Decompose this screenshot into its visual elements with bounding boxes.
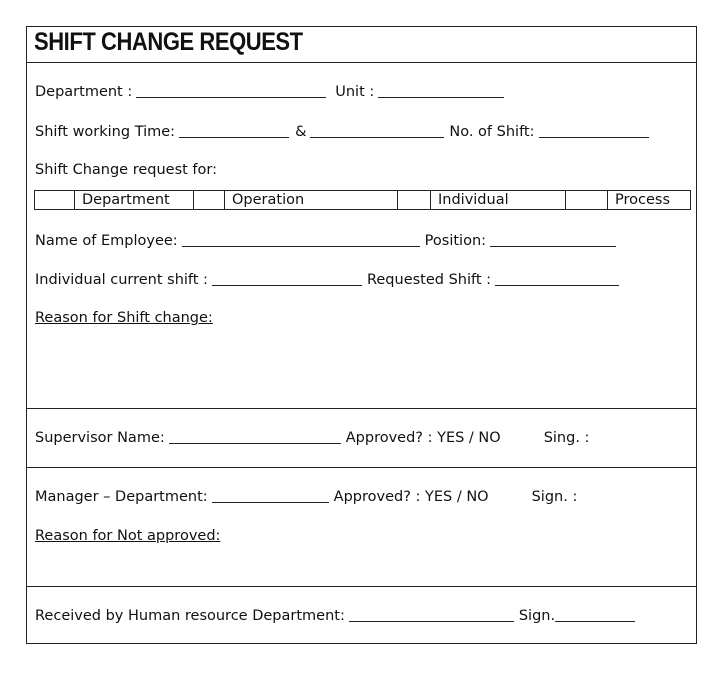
current-shift-field[interactable] xyxy=(212,271,362,286)
divider xyxy=(27,62,696,63)
shift-time-to-field[interactable] xyxy=(310,123,444,138)
received-label: Received by Human resource Department: xyxy=(35,608,345,624)
supervisor-sign-label: Sing. : xyxy=(543,430,590,446)
option-individual: Individual xyxy=(431,191,566,209)
manager-approved-label: Approved? : YES / NO xyxy=(333,489,489,505)
supervisor-row xyxy=(35,429,589,446)
supervisor-name-field[interactable] xyxy=(169,429,341,444)
department-checkbox[interactable] xyxy=(35,191,75,209)
ampersand-label: & xyxy=(295,124,307,140)
shift-row xyxy=(35,271,624,288)
shift-time-from-field[interactable] xyxy=(179,123,289,138)
operation-checkbox[interactable] xyxy=(194,191,225,209)
divider xyxy=(27,408,696,409)
received-sign-field[interactable] xyxy=(555,607,635,622)
requested-shift-field[interactable] xyxy=(495,271,619,286)
shift-change-form xyxy=(26,26,697,644)
department-row xyxy=(35,83,509,100)
received-field[interactable] xyxy=(349,607,514,622)
employee-name-field[interactable] xyxy=(182,232,420,247)
manager-field[interactable] xyxy=(212,488,329,503)
no-of-shift-label: No. of Shift: xyxy=(449,124,535,140)
option-operation: Operation xyxy=(225,191,398,209)
manager-row xyxy=(35,488,577,505)
reason-label: Reason for Shift change: xyxy=(35,310,213,326)
divider xyxy=(27,467,696,468)
department-field[interactable] xyxy=(136,83,326,98)
supervisor-approved-label: Approved? : YES / NO xyxy=(345,430,501,446)
supervisor-name-label: Supervisor Name: xyxy=(35,430,165,446)
not-approved-reason-label: Reason for Not approved: xyxy=(35,528,221,544)
individual-checkbox[interactable] xyxy=(398,191,431,209)
reason-row xyxy=(35,310,213,326)
employee-row xyxy=(35,232,621,249)
requested-shift-label: Requested Shift : xyxy=(366,272,492,288)
shift-time-row xyxy=(35,123,654,140)
not-approved-row xyxy=(35,528,220,544)
form-title: SHIFT CHANGE REQUEST xyxy=(34,28,303,56)
change-request-for-label: Shift Change request for: xyxy=(35,162,217,178)
shift-time-label: Shift working Time: xyxy=(35,124,176,140)
option-department: Department xyxy=(75,191,194,209)
no-of-shift-field[interactable] xyxy=(539,123,649,138)
received-sign-label: Sign. xyxy=(518,608,556,624)
department-label: Department : xyxy=(35,84,133,100)
manager-sign-label: Sign. : xyxy=(531,489,578,505)
divider xyxy=(27,586,696,587)
position-label: Position: xyxy=(424,233,487,249)
unit-label: Unit : xyxy=(335,84,375,100)
current-shift-label: Individual current shift : xyxy=(35,272,208,288)
employee-name-label: Name of Employee: xyxy=(35,233,178,249)
process-checkbox[interactable] xyxy=(566,191,608,209)
position-field[interactable] xyxy=(490,232,616,247)
option-process: Process xyxy=(615,192,671,208)
request-options-table xyxy=(34,190,691,210)
received-row xyxy=(35,607,640,624)
manager-label: Manager – Department: xyxy=(35,489,208,505)
change-request-row xyxy=(35,162,217,178)
unit-field[interactable] xyxy=(378,83,504,98)
